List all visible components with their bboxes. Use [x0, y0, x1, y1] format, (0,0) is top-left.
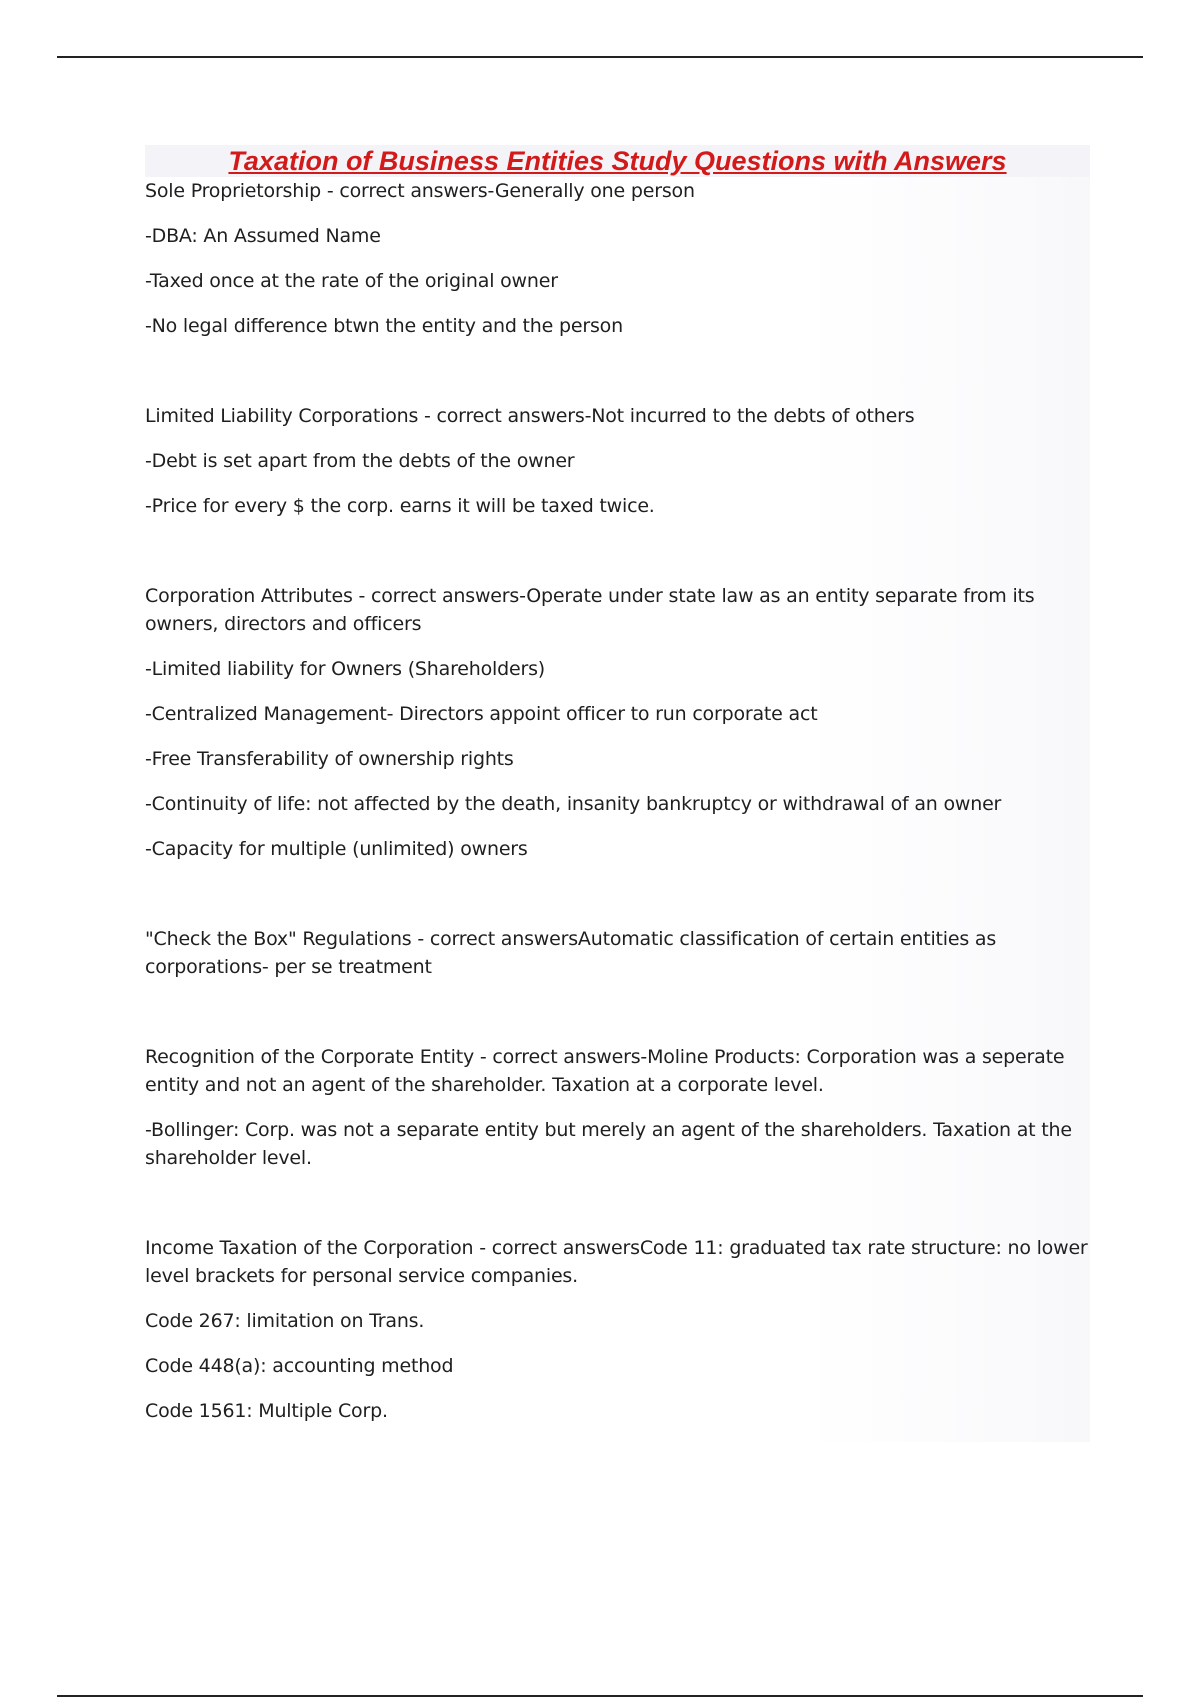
- entry-llc: [145, 402, 1090, 520]
- entry-corporate-entity-recognition: [145, 1043, 1090, 1172]
- entry-line: Code 448(a): accounting method: [145, 1355, 454, 1377]
- entry-line: Limited Liability Corporations - correct answers-Not incurred to the debts of others: [145, 405, 915, 427]
- entry-sole-proprietorship: [145, 177, 1090, 340]
- entry-line: -Bollinger: Corp. was not a separate entity but merely an agent of the shareholders. Taxation at the shareholder level.: [145, 1119, 1072, 1169]
- entry-corporation-attributes: [145, 582, 1090, 863]
- spacer: [145, 357, 1090, 402]
- title-band: [145, 145, 1090, 177]
- entry-line: -No legal difference btwn the entity and the person: [145, 315, 623, 337]
- entry-line: -Taxed once at the rate of the original owner: [145, 270, 558, 292]
- entry-check-the-box: [145, 925, 1090, 981]
- spacer: [145, 1189, 1090, 1234]
- spacer: [145, 537, 1090, 582]
- spacer: [145, 880, 1090, 925]
- entry-line: -DBA: An Assumed Name: [145, 225, 381, 247]
- entry-line: -Price for every $ the corp. earns it will be taxed twice.: [145, 495, 655, 517]
- entry-line: -Capacity for multiple (unlimited) owners: [145, 838, 528, 860]
- header-rule: [57, 56, 1143, 58]
- entry-line: "Check the Box" Regulations - correct answersAutomatic classification of certain entities as corporations- per se treatment: [145, 928, 997, 978]
- entry-line: -Continuity of life: not affected by the death, insanity bankruptcy or withdrawal of an owner: [145, 793, 1002, 815]
- document-title: Taxation of Business Entities Study Questions with Answers: [228, 146, 1007, 176]
- entry-income-taxation: [145, 1234, 1090, 1425]
- entry-line: Code 267: limitation on Trans.: [145, 1310, 425, 1332]
- entry-line: Corporation Attributes - correct answers-Operate under state law as an entity separate from its owners, directors and officers: [145, 585, 1035, 635]
- spacer: [145, 998, 1090, 1043]
- footer-rule: [57, 1695, 1143, 1697]
- entry-line: Recognition of the Corporate Entity - correct answers-Moline Products: Corporation was a seperate entity and not an agent of the shareholder. Taxation at a corporate level.: [145, 1046, 1065, 1096]
- entry-line: -Centralized Management- Directors appoint officer to run corporate act: [145, 703, 818, 725]
- entry-line: -Free Transferability of ownership rights: [145, 748, 514, 770]
- entry-line: Code 1561: Multiple Corp.: [145, 1400, 388, 1422]
- entry-line: -Debt is set apart from the debts of the owner: [145, 450, 575, 472]
- document-body: [145, 145, 1090, 1442]
- entry-line: -Limited liability for Owners (Shareholders): [145, 658, 545, 680]
- entry-line: Income Taxation of the Corporation - correct answersCode 11: graduated tax rate structure: no lower level brackets for personal service companies.: [145, 1237, 1088, 1287]
- entry-line: Sole Proprietorship - correct answers-Generally one person: [145, 180, 695, 202]
